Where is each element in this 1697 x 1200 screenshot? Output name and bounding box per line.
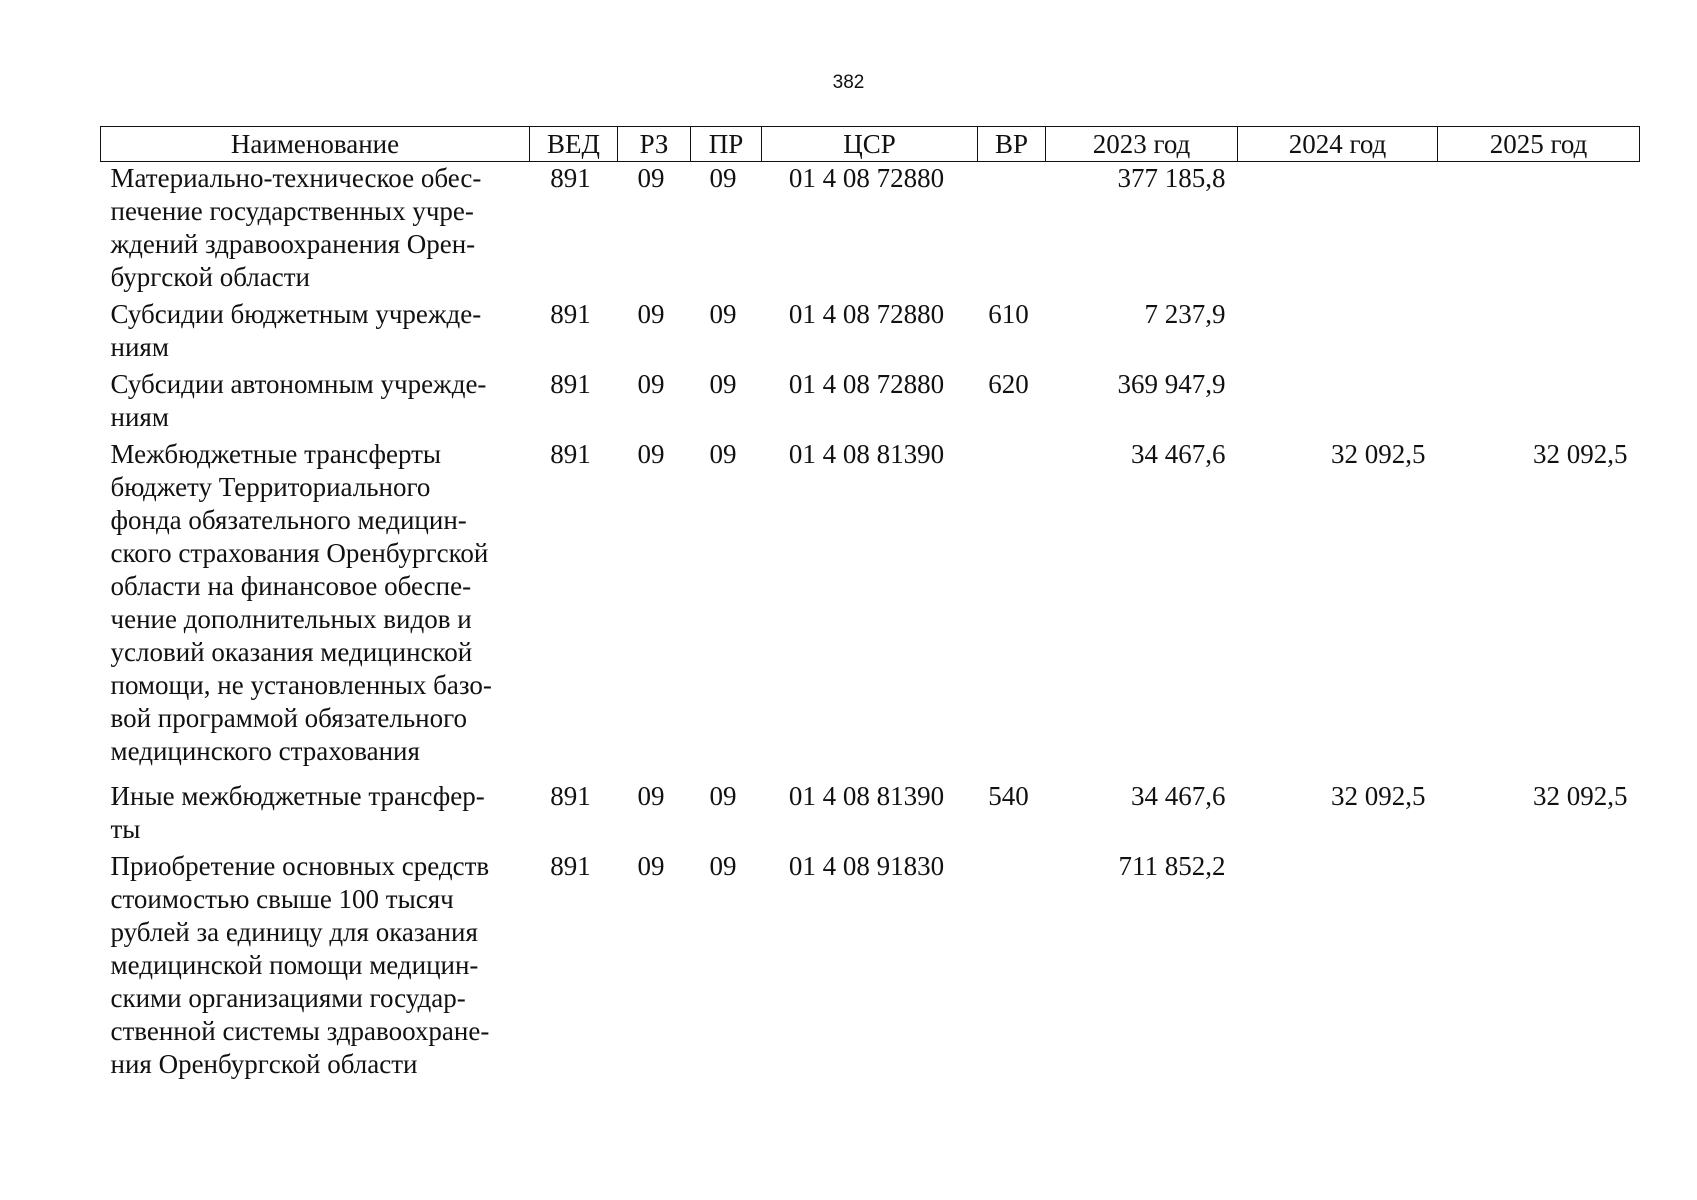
row-csr: 01 4 08 72880	[788, 299, 945, 329]
header-ved: ВЕД	[530, 127, 618, 162]
row-name: Приобретение основных средств стоимостью свыше 100 тысяч рублей за единицу для оказания медицинской помощи медицин- скими организациями государ- ственной системы здравоохране- ния Оренбургской области	[110, 851, 490, 1079]
row-ved: 891	[550, 299, 591, 329]
row-name: Материально-техническое обес- печение государственных учре- ждений здравоохранения Орен- бургской области	[110, 163, 482, 292]
row-pr: 09	[709, 163, 737, 193]
row-ved: 891	[550, 439, 591, 469]
row-csr: 01 4 08 72880	[788, 369, 945, 399]
row-2024: 32 092,5	[1331, 781, 1426, 811]
row-rz: 09	[637, 439, 665, 469]
row-name: Межбюджетные трансферты бюджету Территориального фонда обязательного медицин- ского страхования Оренбургской области на финансовое обеспе- чение дополнительных видов и условий оказания медицинской помощи, не установленных базо- вой программой обязательного медицинского страхования	[110, 439, 492, 766]
row-vr: 620	[988, 369, 1029, 399]
row-2025: 32 092,5	[1533, 439, 1628, 469]
header-csr: ЦСР	[762, 127, 978, 162]
row-vr: 540	[988, 781, 1029, 811]
table-row	[101, 850, 1640, 1081]
row-vr	[978, 438, 1046, 780]
row-csr: 01 4 08 81390	[788, 781, 945, 811]
row-2023: 34 467,6	[1131, 781, 1226, 811]
row-name: Субсидии автономным учрежде- ниям	[110, 369, 487, 432]
row-pr: 09	[709, 781, 737, 811]
row-2025	[1438, 850, 1640, 1081]
row-rz: 09	[637, 369, 665, 399]
table-row	[101, 780, 1640, 850]
row-ved: 891	[550, 163, 591, 193]
row-rz: 09	[637, 299, 665, 329]
budget-table	[100, 126, 1640, 1081]
header-vr: ВР	[978, 127, 1046, 162]
row-csr: 01 4 08 81390	[788, 439, 945, 469]
row-2024	[1238, 850, 1438, 1081]
row-rz: 09	[637, 163, 665, 193]
row-2023: 711 852,2	[1118, 851, 1226, 881]
row-2024	[1238, 298, 1438, 368]
row-2023: 377 185,8	[1117, 163, 1226, 193]
row-ved: 891	[550, 369, 591, 399]
row-name: Иные межбюджетные трансфер- ты	[110, 781, 485, 844]
row-vr	[978, 850, 1046, 1081]
row-2024: 32 092,5	[1331, 439, 1426, 469]
row-2025: 32 092,5	[1533, 781, 1628, 811]
row-rz: 09	[637, 781, 665, 811]
row-pr: 09	[709, 851, 737, 881]
row-2023: 369 947,9	[1117, 369, 1226, 399]
row-2025	[1438, 298, 1640, 368]
row-pr: 09	[709, 299, 737, 329]
row-pr: 09	[709, 439, 737, 469]
header-name: Наименование	[101, 127, 530, 162]
row-2025	[1438, 368, 1640, 438]
header-2023: 2023 год	[1046, 127, 1238, 162]
row-vr: 610	[988, 299, 1029, 329]
row-2024	[1238, 162, 1438, 299]
row-ved: 891	[550, 781, 591, 811]
row-csr: 01 4 08 72880	[788, 163, 945, 193]
table-row	[101, 298, 1640, 368]
row-ved: 891	[550, 851, 591, 881]
row-2025	[1438, 162, 1640, 299]
table-header-row	[101, 127, 1640, 162]
table-row	[101, 438, 1640, 780]
table-row	[101, 162, 1640, 299]
row-2023: 7 237,9	[1144, 299, 1226, 329]
table-row	[101, 368, 1640, 438]
row-rz: 09	[637, 851, 665, 881]
row-name: Субсидии бюджетным учрежде- ниям	[110, 299, 482, 362]
row-2023: 34 467,6	[1131, 439, 1226, 469]
page-number: 382	[832, 72, 865, 93]
row-pr: 09	[709, 369, 737, 399]
header-pr: ПР	[691, 127, 762, 162]
row-vr	[978, 162, 1046, 299]
row-csr: 01 4 08 91830	[788, 851, 945, 881]
header-2025: 2025 год	[1438, 127, 1640, 162]
header-rz: РЗ	[618, 127, 691, 162]
header-2024: 2024 год	[1238, 127, 1438, 162]
row-2024	[1238, 368, 1438, 438]
